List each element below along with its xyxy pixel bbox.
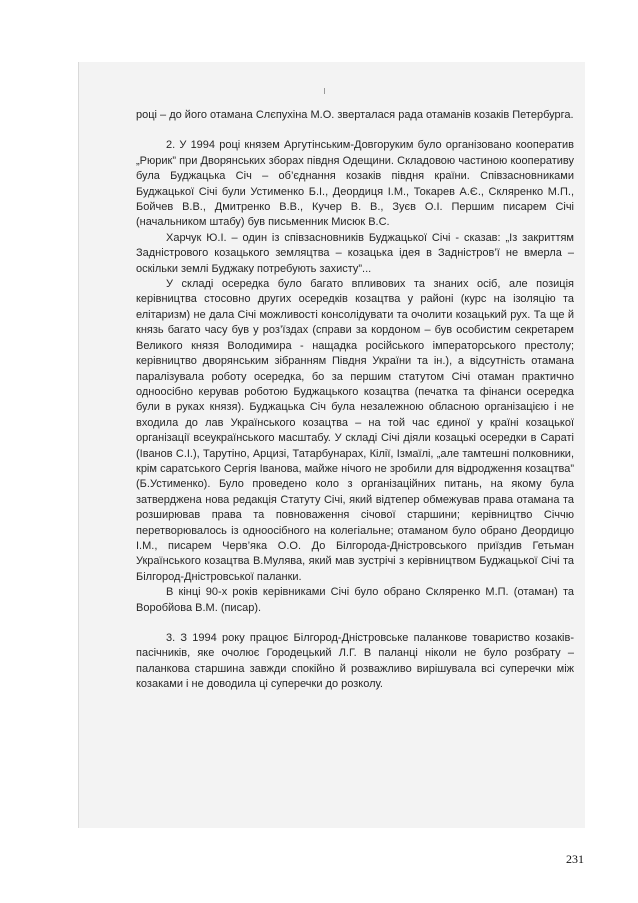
body-text [136,108,574,693]
paragraph-point-3: 3. З 1994 року працює Білгород-Дністровське паланкове товариство козаків-пасічників, яке очолює Городецький Л.Г. В паланці ніколи не було розбрату – паланкова старшина завжди спокійно й розважливо вирішувала всі суперечки між козаками і не доводила ці суперечки до розколу. [136,632,574,691]
paragraph-late-90s: В кінці 90-х років керівниками Січі було обрано Скляренко М.П. (отаман) та Воробйова В.М. (писар). [136,586,574,614]
scan-mark [324,88,325,94]
page-number: 231 [566,852,584,866]
paragraph-continuation: році – до його отамана Слєпухіна М.О. зверталася рада отаманів козаків Петербурга. [136,109,574,121]
paragraph-quote: Харчук Ю.І. – один із співзасновників Буджацької Січі - сказав: „Із закриттям Задністрового козацького земляцтва – козацька ідея в Задністров’ї не вмерла – оскільки землі Буджаку потребують захисту”... [136,231,574,275]
paragraph-composition: У складі осередка було багато впливових та знаних осіб, але позиція керівництва стосовно других осередків козацтва у районі (курс на ізоляцію та елітаризм) не дала Січі можливості консолідувати та очолити козацький рух. Та ще й князь багато часу був у роз’їздах (справи за кордоном – був особистим секретарем Великого князя Володимира - нащадка російського імператорського престолу; керівництво дворянським зібранням Півдня України та ін.), а відсутність отамана паралізувала роботу осередка, бо за першим статутом Січі отаман практично одноосібно керував роботою Буджацького козацтва (печатка та фінанси осередка були в руках князя). Буджацька Січ була незалежною обласною організацією і не входила до лав Українського козацтва – на той час єдиної у країні козацької організації всеукраїнського масштабу. У складі Січі діяли козацькі осередки в Сараті (Іванов С.І.), Тарутіно, Арцизі, Татарбунарах, Кілії, Ізмаїлі, „але тамтешні полковники, крім саратського Сергія Іванова, майже нічого не зробили для відродження козацтва” (Б.Устименко). Було проведено коло з організаційних питань, на якому була затверджена нова редакція Статуту Січі, який відтепер обмежував права отамана та розширював права та повноваження січової старшини; керівництво Січчю перетворювалось із одноосібного на колегіальне; отаманом було обрано Деордицю І.М., писарем Черв’яка О.О. До Білгорода-Дністровського приїздив Гетьман Українського козацтва В.Мулява, який мав зустрічі з керівництвом Буджацької Січі та Білгород-Дністровської паланки. [136,278,574,583]
paragraph-point-2: 2. У 1994 році князем Аргутінським-Довгоруким було організовано кооператив „Рюрик” при Дворянських зборах півдня Одещини. Складовою частиною кооперативу була Буджацька Січ – об’єднання козаків півдня країни. Співзасновниками Буджацької Січі були Устименко Б.І., Деордиця І.М., Токарев А.Є., Скляренко М.П., Бойчев В.В., Дмитренко В.В., Кучер В. В., Зуєв О.І. Першим писарем Січі (начальником штабу) був письменник Мисюк В.С. [136,139,574,229]
